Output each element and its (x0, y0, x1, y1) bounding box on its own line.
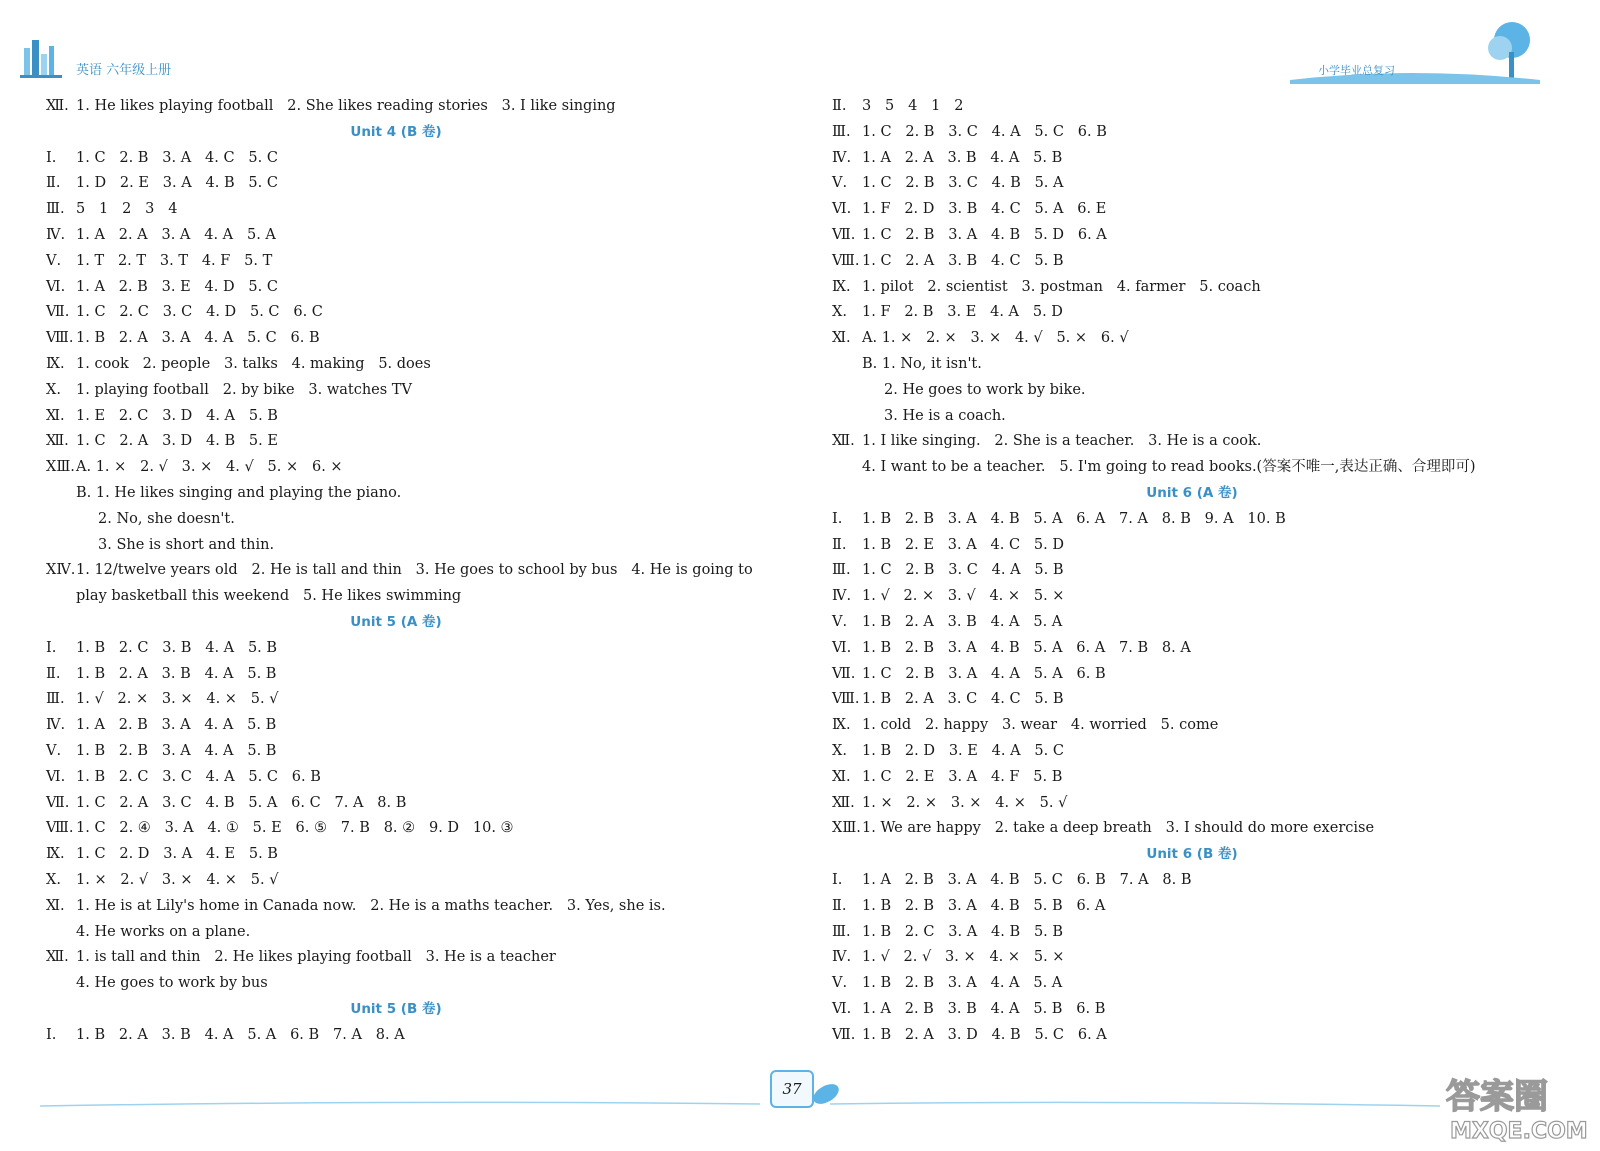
answer-text: 1. B 2. B 3. A 4. A 5. B (76, 742, 277, 759)
answer-line (46, 791, 766, 817)
section-numeral: Ⅹ. (46, 871, 61, 888)
answer-text: 1. C 2. E 3. A 4. F 5. B (862, 768, 1063, 785)
city-skyline-icon (20, 34, 62, 78)
answer-text: 1. B 2. B 3. A 4. B 5. A 6. A 7. B 8. A (862, 639, 1191, 656)
answer-line (832, 197, 1572, 223)
answer-line (832, 945, 1572, 971)
section-numeral: Ⅱ. (832, 98, 847, 114)
answer-text: 1. C 2. B 3. A 4. B 5. D 6. A (862, 226, 1107, 243)
answer-text: 1. is tall and thin 2. He likes playing football 3. He is a teacher (76, 949, 556, 966)
section-numeral: Ⅴ. (832, 613, 848, 630)
answer-text: 1. A 2. B 3. A 4. B 5. C 6. B 7. A 8. B (862, 871, 1192, 888)
answer-text: 1. A 2. B 3. B 4. A 5. B 6. B (862, 1000, 1106, 1017)
section-numeral: ⅩⅣ. (46, 562, 76, 579)
answer-line (46, 816, 766, 842)
answer-line (46, 249, 766, 275)
answer-line (46, 146, 766, 172)
answer-text: 2. He goes to work by bike. (884, 381, 1086, 398)
answer-line (46, 404, 766, 430)
answer-text: 1. C 2. D 3. A 4. E 5. B (76, 846, 278, 863)
answer-text: 1. F 2. B 3. E 4. A 5. D (862, 304, 1063, 321)
answer-text: 1. cook 2. people 3. talks 4. making 5. does (76, 355, 431, 372)
answer-text: 1. He is at Lily's home in Canada now. 2. He is a maths teacher. 3. Yes, she is. (76, 897, 666, 914)
answer-text: 2. No, she doesn't. (98, 510, 235, 527)
unit-heading: Unit 6 (B 卷) (1146, 846, 1238, 863)
header-left (20, 34, 171, 78)
answer-line (832, 326, 1572, 352)
unit-heading: Unit 5 (A 卷) (350, 613, 442, 630)
answer-text: 4. He goes to work by bus (76, 975, 268, 992)
section-numeral: Ⅰ. (46, 639, 57, 656)
section-numeral: Ⅷ. (46, 820, 74, 837)
answer-text: 1. C 2. ④ 3. A 4. ① 5. E 6. ⑤ 7. B 8. ② 9. D 10. ③ (76, 820, 514, 837)
answer-line (46, 275, 766, 301)
answer-line (46, 197, 766, 223)
page-header (0, 0, 1600, 92)
section-numeral: Ⅹ. (832, 742, 847, 759)
answer-text: 4. I want to be a teacher. 5. I'm going to read books.(答案不唯一,表达正确、合理即可) (862, 459, 1476, 476)
header-right (1290, 20, 1540, 90)
section-numeral: Ⅲ. (46, 691, 65, 708)
answer-line (832, 636, 1572, 662)
answer-line (832, 429, 1572, 455)
answer-line (46, 558, 766, 584)
answer-line (832, 249, 1572, 275)
answer-line (832, 584, 1572, 610)
section-numeral: Ⅴ. (46, 742, 62, 759)
section-numeral: Ⅲ. (832, 923, 851, 940)
answer-text: 1. B 2. D 3. E 4. A 5. C (862, 742, 1064, 759)
answer-text: 1. C 2. B 3. C 4. A 5. B (862, 562, 1064, 579)
answer-text: 1. B 2. A 3. A 4. A 5. C 6. B (76, 330, 320, 347)
answer-line (832, 713, 1572, 739)
section-numeral: Ⅴ. (832, 975, 848, 992)
section-numeral: Ⅺ. (832, 330, 851, 347)
page-number: 37 (770, 1070, 814, 1108)
section-numeral: Ⅱ. (46, 175, 61, 192)
section-numeral: Ⅺ. (46, 897, 65, 914)
answer-line (46, 533, 766, 559)
answer-line (46, 223, 766, 249)
answer-column-left (46, 94, 766, 1048)
answer-line (832, 816, 1572, 842)
answer-line (46, 662, 766, 688)
section-numeral: Ⅶ. (46, 304, 70, 321)
answer-line (46, 94, 766, 120)
answer-text: 1. D 2. E 3. A 4. B 5. C (76, 175, 278, 192)
answer-line (46, 378, 766, 404)
answer-text: 1. × 2. × 3. × 4. × 5. √ (862, 794, 1068, 811)
page-footer (0, 1062, 1600, 1151)
answer-line (832, 997, 1572, 1023)
answer-line (832, 455, 1572, 481)
answer-text: play basketball this weekend 5. He likes swimming (76, 588, 462, 605)
section-numeral: Ⅱ. (46, 665, 61, 682)
section-numeral: Ⅰ. (832, 871, 843, 888)
answer-text: 1. cold 2. happy 3. wear 4. worried 5. come (862, 717, 1219, 734)
answer-line (832, 894, 1572, 920)
section-numeral: Ⅳ. (832, 949, 852, 966)
answer-text: 1. A 2. B 3. E 4. D 5. C (76, 278, 278, 295)
section-numeral: Ⅷ. (46, 330, 74, 347)
answer-text: 1. √ 2. × 3. × 4. × 5. √ (76, 691, 279, 708)
svg-text:答案圈: 答案圈 (1446, 1077, 1548, 1117)
section-numeral: Ⅳ. (46, 717, 66, 734)
answer-text: 1. × 2. √ 3. × 4. × 5. √ (76, 871, 279, 888)
answer-line (832, 378, 1572, 404)
answer-line (46, 429, 766, 455)
answer-line (832, 146, 1572, 172)
unit-heading: Unit 6 (A 卷) (1146, 484, 1238, 501)
svg-text:MXQE.COM: MXQE.COM (1450, 1119, 1588, 1144)
answer-line (832, 765, 1572, 791)
answer-line (46, 481, 766, 507)
answer-text: 1. B 2. C 3. C 4. A 5. C 6. B (76, 768, 321, 785)
answer-text: 1. C 2. B 3. A 4. C 5. C (76, 149, 278, 166)
answer-text: 1. C 2. B 3. A 4. A 5. A 6. B (862, 665, 1106, 682)
answer-line (46, 455, 766, 481)
answer-text: 1. We are happy 2. take a deep breath 3. I should do more exercise (862, 820, 1375, 837)
section-numeral: Ⅵ. (46, 768, 66, 785)
unit-heading: Unit 5 (B 卷) (350, 1000, 442, 1017)
section-numeral: Ⅰ. (46, 149, 57, 166)
answer-text: 4. He works on a plane. (76, 923, 251, 940)
section-numeral: Ⅹ. (46, 381, 61, 398)
section-numeral: Ⅵ. (832, 639, 852, 656)
answer-line (832, 94, 1572, 120)
header-subject: 英语 六年级上册 (76, 63, 172, 78)
answer-text: 1. B 2. A 3. D 4. B 5. C 6. A (862, 1026, 1107, 1043)
answer-line (832, 971, 1572, 997)
unit-heading: Unit 4 (B 卷) (350, 123, 442, 140)
answer-text: 1. C 2. A 3. B 4. C 5. B (862, 252, 1064, 269)
section-numeral: Ⅵ. (832, 201, 852, 218)
answer-text: 1. A 2. A 3. A 4. A 5. A (76, 226, 276, 243)
section-numeral: Ⅻ. (46, 949, 69, 966)
answer-text: 1. A 2. A 3. B 4. A 5. B (862, 149, 1063, 166)
answer-line (832, 687, 1572, 713)
answer-line (832, 120, 1572, 146)
answer-line (46, 584, 766, 610)
watermark-logo (1440, 1068, 1590, 1144)
answer-line (46, 894, 766, 920)
section-numeral: Ⅸ. (46, 846, 65, 863)
answer-text: 5 1 2 3 4 (76, 201, 178, 218)
answer-text: 3. She is short and thin. (98, 536, 275, 553)
section-numeral: Ⅱ. (832, 897, 847, 914)
section-numeral: Ⅵ. (46, 278, 66, 295)
section-numeral: Ⅷ. (832, 252, 860, 269)
section-numeral: Ⅷ. (832, 691, 860, 708)
section-numeral: Ⅵ. (832, 1000, 852, 1017)
section-numeral: Ⅺ. (832, 768, 851, 785)
answer-line (46, 739, 766, 765)
answer-line (46, 326, 766, 352)
answer-line (832, 300, 1572, 326)
answer-text: 1. √ 2. × 3. √ 4. × 5. × (862, 588, 1065, 605)
answer-text: 3. He is a coach. (884, 407, 1006, 424)
answer-text: 1. B 2. A 3. B 4. A 5. A (862, 613, 1063, 630)
answer-text: B. 1. No, it isn't. (862, 355, 982, 372)
section-numeral: Ⅶ. (46, 794, 70, 811)
answer-line (46, 300, 766, 326)
answer-line (832, 558, 1572, 584)
answer-line (46, 971, 766, 997)
section-numeral: Ⅹ. (832, 304, 847, 321)
section-numeral: Ⅳ. (832, 149, 852, 166)
answer-text: A. 1. × 2. × 3. × 4. √ 5. × 6. √ (862, 330, 1129, 347)
answer-line (46, 507, 766, 533)
answer-line (46, 765, 766, 791)
section-numeral: ⅩⅢ. (46, 459, 75, 476)
answer-text: 1. He likes playing football 2. She likes reading stories 3. I like singing (76, 98, 616, 114)
answer-line (832, 352, 1572, 378)
answer-line (46, 687, 766, 713)
answer-line (46, 945, 766, 971)
answer-text: 1. B 2. C 3. A 4. B 5. B (862, 923, 1064, 940)
answer-line (832, 507, 1572, 533)
answer-line (832, 404, 1572, 430)
answer-line (832, 791, 1572, 817)
answer-text: 1. T 2. T 3. T 4. F 5. T (76, 252, 273, 269)
answer-line (832, 223, 1572, 249)
answer-line (832, 1023, 1572, 1049)
section-numeral: Ⅶ. (832, 665, 856, 682)
answer-line (46, 171, 766, 197)
answer-line (46, 636, 766, 662)
answer-line (832, 171, 1572, 197)
answer-line (46, 842, 766, 868)
answer-text: 1. √ 2. √ 3. × 4. × 5. × (862, 949, 1065, 966)
section-numeral: Ⅲ. (46, 201, 65, 218)
answer-text: 1. E 2. C 3. D 4. A 5. B (76, 407, 278, 424)
answer-line (46, 868, 766, 894)
answer-text: 1. C 2. C 3. C 4. D 5. C 6. C (76, 304, 323, 321)
answer-text: 1. I like singing. 2. She is a teacher. 3. He is a cook. (862, 433, 1262, 450)
answer-text: 1. B 2. A 3. C 4. C 5. B (862, 691, 1064, 708)
section-numeral: Ⅴ. (46, 252, 62, 269)
answer-text: 1. C 2. A 3. C 4. B 5. A 6. C 7. A 8. B (76, 794, 407, 811)
answer-text: 1. F 2. D 3. B 4. C 5. A 6. E (862, 201, 1107, 218)
section-numeral: ⅩⅢ. (832, 820, 861, 837)
answer-line (46, 920, 766, 946)
answer-line (832, 610, 1572, 636)
answer-line (46, 713, 766, 739)
section-numeral: Ⅸ. (832, 278, 851, 295)
section-numeral: Ⅸ. (46, 355, 65, 372)
section-numeral: Ⅻ. (832, 433, 855, 450)
section-numeral: Ⅰ. (46, 1026, 57, 1043)
answer-line (832, 868, 1572, 894)
answer-line (832, 275, 1572, 301)
answer-text: 1. B 2. A 3. B 4. A 5. B (76, 665, 277, 682)
answer-text: 1. C 2. B 3. C 4. A 5. C 6. B (862, 123, 1107, 140)
answer-text: A. 1. × 2. √ 3. × 4. √ 5. × 6. × (76, 459, 343, 476)
section-numeral: Ⅰ. (832, 510, 843, 527)
section-numeral: Ⅲ. (832, 562, 851, 579)
header-series-title: 小学毕业总复习 (1318, 64, 1395, 77)
answer-text: 1. B 2. A 3. B 4. A 5. A 6. B 7. A 8. A (76, 1026, 405, 1043)
section-numeral: Ⅸ. (832, 717, 851, 734)
answer-line (46, 352, 766, 378)
answer-line (832, 739, 1572, 765)
section-numeral: Ⅻ. (46, 98, 69, 114)
answer-text: 1. B 2. E 3. A 4. C 5. D (862, 536, 1064, 553)
answer-text: 1. C 2. A 3. D 4. B 5. E (76, 433, 278, 450)
answer-text: 1. B 2. B 3. A 4. A 5. A (862, 975, 1063, 992)
answer-text: B. 1. He likes singing and playing the piano. (76, 484, 402, 501)
answer-text: 1. 12/twelve years old 2. He is tall and thin 3. He goes to school by bus 4. He is going to (76, 562, 753, 579)
answer-text: 1. B 2. C 3. B 4. A 5. B (76, 639, 278, 656)
answer-text: 1. A 2. B 3. A 4. A 5. B (76, 717, 277, 734)
section-numeral: Ⅴ. (832, 175, 848, 192)
answer-text: 3 5 4 1 2 (862, 98, 964, 114)
answer-line (832, 533, 1572, 559)
section-numeral: Ⅱ. (832, 536, 847, 553)
section-numeral: Ⅶ. (832, 1026, 856, 1043)
section-numeral: Ⅶ. (832, 226, 856, 243)
answer-line (832, 662, 1572, 688)
section-numeral: Ⅺ. (46, 407, 65, 424)
answer-text: 1. B 2. B 3. A 4. B 5. B 6. A (862, 897, 1106, 914)
section-numeral: Ⅻ. (832, 794, 855, 811)
answer-text: 1. C 2. B 3. C 4. B 5. A (862, 175, 1064, 192)
answer-text: 1. pilot 2. scientist 3. postman 4. farmer 5. coach (862, 278, 1261, 295)
section-numeral: Ⅳ. (832, 588, 852, 605)
answer-text: 1. playing football 2. by bike 3. watches TV (76, 381, 412, 398)
answer-column-right (832, 94, 1572, 1048)
section-numeral: Ⅻ. (46, 433, 69, 450)
answer-text: 1. B 2. B 3. A 4. B 5. A 6. A 7. A 8. B 9. A 10. B (862, 510, 1286, 527)
section-numeral: Ⅲ. (832, 123, 851, 140)
section-numeral: Ⅳ. (46, 226, 66, 243)
answer-line (832, 920, 1572, 946)
answer-line (46, 1023, 766, 1049)
